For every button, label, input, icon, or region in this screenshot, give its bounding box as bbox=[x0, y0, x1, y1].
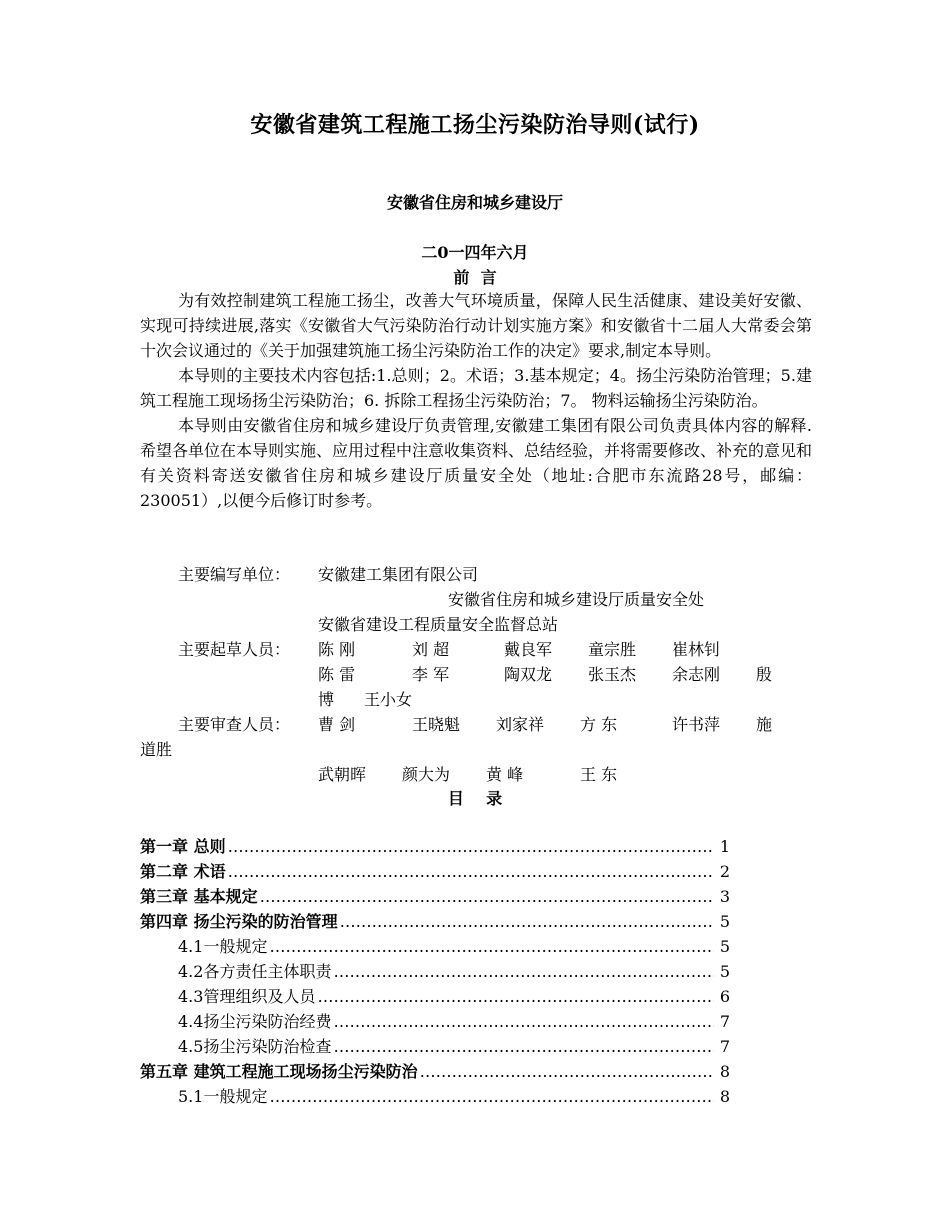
drafter-name: 童宗胜 bbox=[588, 640, 637, 659]
toc-leader bbox=[420, 1059, 714, 1084]
toc-entry-title: 第四章 扬尘污染的防治管理 bbox=[140, 912, 338, 931]
reviewer-name: 道胜 bbox=[140, 740, 173, 759]
toc-entry[interactable] bbox=[140, 859, 730, 884]
drafter-name: 李 军 bbox=[412, 665, 450, 684]
editor-org: 安徽建工集团有限公司 bbox=[318, 565, 479, 584]
toc-entry-title: 5.1一般规定 bbox=[178, 1087, 268, 1106]
toc-entry-page: 5 bbox=[719, 912, 730, 931]
toc-entry-page: 3 bbox=[719, 887, 730, 906]
toc-leader bbox=[333, 1009, 714, 1034]
drafter-name: 刘 超 bbox=[412, 640, 450, 659]
reviewers-label: 主要审查人员： bbox=[178, 715, 291, 734]
drafter-name: 王小女 bbox=[364, 690, 413, 709]
drafter-name: 陈 刚 bbox=[318, 640, 356, 659]
toc-leader bbox=[260, 884, 714, 909]
drafter-name: 崔林钊 bbox=[672, 640, 721, 659]
toc-entry-title: 4.4扬尘污染防治经费 bbox=[178, 1012, 332, 1031]
toc-entry-page: 6 bbox=[719, 987, 730, 1006]
editor-org: 安徽省住房和城乡建设厅质量安全处 bbox=[448, 590, 705, 609]
reviewer-name: 武朝晖 bbox=[318, 765, 367, 784]
reviewer-name: 刘家祥 bbox=[496, 715, 545, 734]
toc-entry-title: 4.2各方责任主体职责 bbox=[178, 962, 332, 981]
toc-entry-title: 第五章 建筑工程施工现场扬尘污染防治 bbox=[140, 1062, 418, 1081]
toc-leader bbox=[317, 984, 714, 1009]
toc-leader bbox=[269, 1084, 714, 1109]
toc-entry-page: 5 bbox=[719, 937, 730, 956]
reviewer-name: 黄 峰 bbox=[486, 765, 524, 784]
toc-entry[interactable] bbox=[140, 984, 730, 1009]
editor-org: 安徽省建设工程质量安全监督总站 bbox=[318, 615, 559, 634]
toc-entry-title: 第二章 术语 bbox=[140, 862, 226, 881]
toc-entry-page: 7 bbox=[719, 1037, 730, 1056]
toc-entry[interactable] bbox=[140, 884, 730, 909]
reviewer-name: 曹 剑 bbox=[318, 715, 356, 734]
toc-entry[interactable] bbox=[140, 1034, 730, 1059]
drafter-name: 戴良军 bbox=[504, 640, 553, 659]
toc-entry-title: 4.5扬尘污染防治检查 bbox=[178, 1037, 332, 1056]
reviewer-name: 王 东 bbox=[580, 765, 618, 784]
issuer: 安徽省住房和城乡建设厅 bbox=[386, 193, 563, 212]
table-of-contents bbox=[140, 834, 730, 1109]
preface-paragraph: 为有效控制建筑工程施工扬尘，改善大气环境质量，保障人民生活健康、建设美好安徽、实现可持续进展,落实《安徽省大气污染防治行动计划实施方案》和安徽省十二届人大常委会第十次会议通过的《关于加强建筑施工扬尘污染防治工作的决定》要求,制定本导则。 bbox=[140, 291, 812, 360]
drafter-name: 陶双龙 bbox=[504, 665, 553, 684]
toc-entry-page: 8 bbox=[719, 1062, 730, 1081]
toc-entry[interactable] bbox=[140, 959, 730, 984]
toc-leader bbox=[228, 834, 714, 859]
toc-entry[interactable] bbox=[140, 934, 730, 959]
reviewer-name: 许书萍 bbox=[672, 715, 721, 734]
toc-entry-title: 第三章 基本规定 bbox=[140, 887, 258, 906]
reviewer-name: 王晓魁 bbox=[412, 715, 461, 734]
document-title: 安徽省建筑工程施工扬尘污染防治导则(试行) bbox=[250, 112, 700, 138]
toc-heading: 目 录 bbox=[447, 789, 503, 808]
drafter-name: 陈 雷 bbox=[318, 665, 356, 684]
issue-date: 二0一四年六月 bbox=[421, 243, 529, 262]
preface-body bbox=[140, 288, 812, 513]
preface-paragraph: 本导则由安徽省住房和城乡建设厅负责管理,安徽建工集团有限公司负责具体内容的解释.希望各单位在本导则实施、应用过程中注意收集资料、总结经验，并将需要修改、补充的意见和有关资料寄送安徽省住房和城乡建设厅质量安全处（地址:合肥市东流路28号，邮编：230051）,以便今后修订时参考。 bbox=[140, 416, 813, 510]
toc-entry-title: 第一章 总则 bbox=[140, 837, 226, 856]
toc-entry[interactable] bbox=[140, 834, 730, 859]
toc-entry-title: 4.3管理组织及人员 bbox=[178, 987, 316, 1006]
drafters-label: 主要起草人员： bbox=[178, 640, 291, 659]
toc-entry-page: 2 bbox=[719, 862, 730, 881]
toc-entry[interactable] bbox=[140, 1009, 730, 1034]
toc-entry-title: 4.1一般规定 bbox=[178, 937, 268, 956]
toc-leader bbox=[340, 909, 714, 934]
toc-entry[interactable] bbox=[140, 1084, 730, 1109]
toc-leader bbox=[228, 859, 714, 884]
toc-entry-page: 5 bbox=[719, 962, 730, 981]
toc-leader bbox=[269, 934, 714, 959]
drafter-name: 殷 bbox=[756, 665, 773, 684]
toc-leader bbox=[333, 1034, 714, 1059]
reviewer-name: 方 东 bbox=[580, 715, 618, 734]
toc-entry-page: 8 bbox=[719, 1087, 730, 1106]
toc-entry-page: 1 bbox=[719, 837, 730, 856]
toc-leader bbox=[333, 959, 714, 984]
reviewer-name: 施 bbox=[756, 715, 773, 734]
drafter-name: 余志刚 bbox=[672, 665, 721, 684]
reviewer-name: 颜大为 bbox=[402, 765, 451, 784]
toc-entry-page: 7 bbox=[719, 1012, 730, 1031]
editors-label: 主要编写单位： bbox=[178, 565, 291, 584]
drafter-name: 博 bbox=[318, 690, 335, 709]
toc-entry[interactable] bbox=[140, 1059, 730, 1084]
preface-heading: 前 言 bbox=[453, 268, 497, 287]
toc-entry[interactable] bbox=[140, 909, 730, 934]
preface-paragraph: 本导则的主要技术内容包括:1.总则；2。术语；3.基本规定；4。扬尘污染防治管理；5.建筑工程施工现场扬尘污染防治；6. 拆除工程扬尘污染防治；7。 物料运输扬尘污染防治。 bbox=[140, 366, 812, 410]
drafter-name: 张玉杰 bbox=[588, 665, 637, 684]
